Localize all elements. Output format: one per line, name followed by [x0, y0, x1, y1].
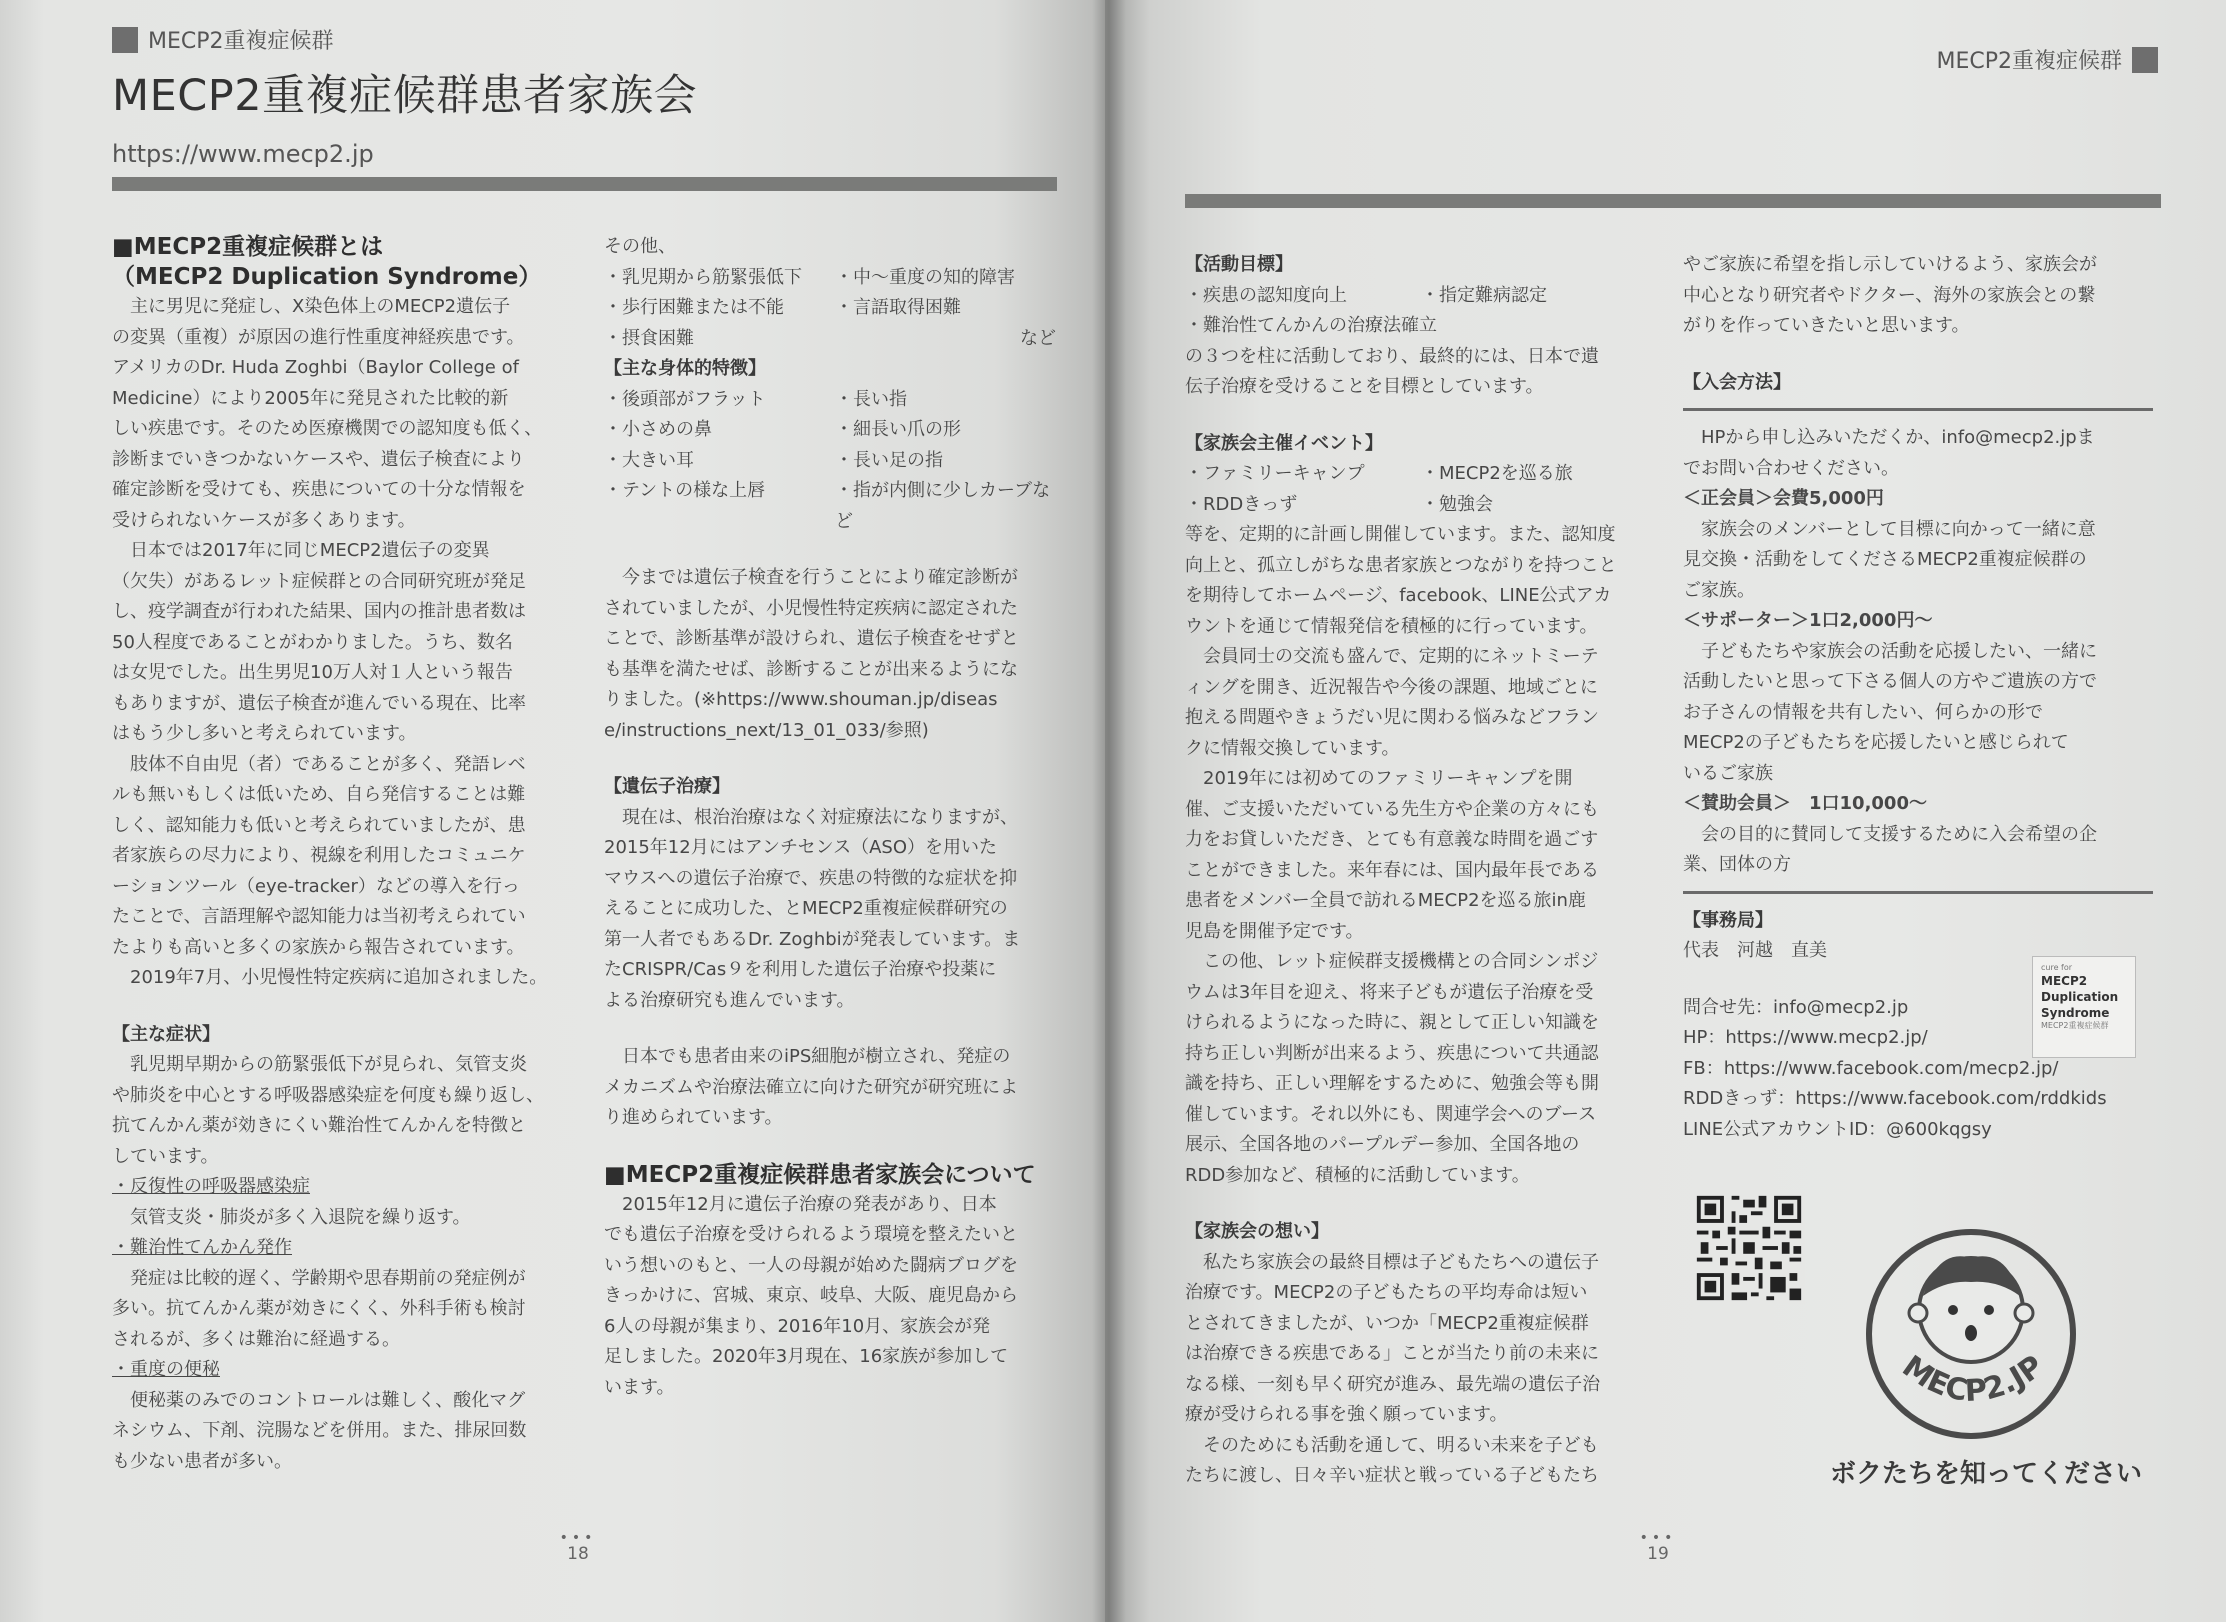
- section-heading: （MECP2 Duplication Syndrome）: [112, 264, 542, 290]
- body-text: 業、団体の方: [1683, 854, 1791, 875]
- body-text: RDDきっず：https://www.facebook.com/rddkids: [1683, 1088, 2107, 1109]
- body-text: しい疾患です。そのため医療機関での認知度も低く、: [112, 418, 543, 439]
- subsection-heading: 【家族会の想い】: [1185, 1221, 1329, 1242]
- event-item: ・ファミリーキャンプ: [1185, 463, 1365, 484]
- website-url: https://www.mecp2.jp: [112, 140, 374, 168]
- body-text: 問合せ先：info@mecp2.jp: [1683, 996, 1909, 1018]
- events-heading: 【家族会主催イベント】: [1185, 432, 1383, 454]
- category-square-icon: [2132, 47, 2158, 73]
- body-text: ことができました。来年春には、国内最年長である: [1185, 859, 1599, 881]
- body-text: 見交換・活動をしてくださるMECP2重複症候群の: [1683, 549, 2087, 570]
- body-text: アメリカのDr. Huda Zoghbi（Baylor College of: [112, 357, 519, 378]
- body-text: お子さんの情報を共有したい、何らかの形で: [1683, 701, 2043, 723]
- body-text: 催しています。それ以外にも、関連学会へのブース: [1185, 1103, 1597, 1125]
- category-header: [112, 24, 334, 55]
- body-text: 力をお貸しいただき、とても有意義な時間を過ごす: [1185, 829, 1599, 850]
- left-column-2-body: [604, 537, 1056, 1403]
- body-text: は治療できる疾患である」ことが当たり前の未来に: [1185, 1343, 1599, 1364]
- body-text: 主に男児に発症し、X染色体上のMECP2遺伝子: [130, 296, 511, 317]
- symptom-item: ・歩行困難または不能: [604, 297, 784, 318]
- body-text: 会員同士の交流も盛んで、定期的にネットミーテ: [1203, 646, 1599, 667]
- body-text: けられるようになった時に、親として正しい知識を: [1185, 1012, 1599, 1033]
- body-text: 第一人者でもあるDr. Zoghbiが発表しています。ま: [604, 928, 1021, 950]
- body-text: 肢体不自由児（者）であることが多く、発語レベ: [130, 753, 526, 775]
- body-text: ウムは3年目を迎え、将来子どもが遺伝子治療を受: [1185, 981, 1594, 1003]
- membership-heading: ＜正会員＞会費5,000円: [1683, 488, 1884, 509]
- body-text: 足しました。2020年3月現在、16家族が参加して: [604, 1346, 1009, 1367]
- feature-item: ・指が内側に少しカーブなど: [835, 480, 1051, 532]
- section-heading: ■MECP2重複症候群患者家族会について: [604, 1161, 1036, 1188]
- stamp-line: Syndrome: [2041, 1006, 2110, 1020]
- body-text: 日本では2017年に同じMECP2遺伝子の変異: [130, 540, 490, 561]
- membership-heading: ＜サポーター＞1口2,000円〜: [1683, 610, 1933, 631]
- body-text: 現在は、根治治療はなく対症療法になりますが、: [622, 806, 1018, 828]
- body-text: の変異（重複）が原因の進行性重度神経疾患です。: [112, 326, 525, 348]
- body-text: MECP2の子どもたちを応援したいと感じられて: [1683, 732, 2069, 753]
- body-text: 抗てんかん薬が効きにくい難治性てんかんを特徴と: [112, 1115, 526, 1136]
- body-text: や肺炎を中心とする呼吸器感染症を何度も繰り返し、: [112, 1084, 544, 1106]
- body-text: 気管支炎・肺炎が多く入退院を繰り返す。: [130, 1206, 471, 1228]
- body-text: 等を、定期的に計画し開催しています。また、認知度: [1185, 524, 1616, 545]
- body-text: e/instructions_next/13_01_033/参照): [604, 719, 929, 741]
- symptom-etc: など: [1020, 327, 1056, 349]
- body-text: 持ち正しい判断が出来るよう、疾患について共通認: [1185, 1042, 1599, 1064]
- body-text: 2015年12月に遺伝子治療の発表があり、日本: [622, 1193, 997, 1215]
- body-text: なる様、一刻も早く研究が進み、最先端の遺伝子治: [1185, 1373, 1601, 1395]
- body-text: がりを作っていきたいと思います。: [1683, 315, 1970, 336]
- spacer: [604, 1134, 1056, 1160]
- stamp-line: Duplication: [2041, 990, 2119, 1004]
- event-item: ・RDDきっず: [1185, 493, 1298, 515]
- section-rule: [1683, 408, 2153, 411]
- body-text: メカニズムや治療法確立に向けた研究が研究班によ: [604, 1076, 1018, 1098]
- body-text: ネシウム、下剤、浣腸などを併用。また、排尿回数: [112, 1420, 527, 1441]
- body-text: 乳児期早期からの筋緊張低下が見られ、気管支炎: [130, 1054, 528, 1075]
- spacer: [604, 537, 1056, 563]
- body-text: でお問い合わせください。: [1683, 457, 1899, 479]
- goal-item: ・指定難病認定: [1421, 284, 1547, 306]
- body-text: とされてきましたが、いつか「MECP2重複症候群: [1185, 1312, 1589, 1334]
- body-text: 治療です。MECP2の子どもたちの平均寿命は短い: [1185, 1282, 1588, 1303]
- body-text: えることに成功した、とMECP2重複症候群研究の: [604, 898, 1008, 919]
- event-item: ・MECP2を巡る旅: [1421, 463, 1573, 484]
- page-title: MECP2重複症候群患者家族会: [112, 71, 698, 121]
- body-text: はもう少し多いと考えられています。: [112, 723, 417, 744]
- body-text: ィングを開き、近況報告や今後の課題、地域ごとに: [1185, 676, 1598, 698]
- body-text: 会の目的に賛同して支援するために入会希望の企: [1701, 823, 2097, 845]
- spacer: [604, 1016, 1056, 1042]
- body-text: （欠失）があるレット症候群との合同研究班が発足: [112, 570, 526, 592]
- event-item: ・勉強会: [1421, 493, 1493, 515]
- symptom-item: ・中〜重度の知的障害: [835, 266, 1015, 288]
- body-text: クに情報交換しています。: [1185, 737, 1400, 759]
- body-text: たよりも高いと多くの家族から報告されています。: [112, 936, 525, 958]
- goals-grid: [1185, 281, 1647, 312]
- feature-item: ・小さめの鼻: [604, 419, 712, 440]
- page-dots-icon: •••: [1639, 1530, 1677, 1546]
- symptoms-intro: その他、: [604, 236, 676, 257]
- body-text: 発症は比較的遅く、学齢期や思春期前の発症例が: [130, 1267, 526, 1289]
- body-text: 児島を開催予定です。: [1185, 920, 1364, 942]
- left-column-2: [604, 232, 1056, 1403]
- right-column-1-body: [1185, 520, 1647, 1492]
- mecp2-logo-stamp: [2032, 956, 2136, 1058]
- body-text: いう想いのもと、一人の母親が始めた闘病ブログを: [604, 1254, 1018, 1276]
- body-text: ことで、診断基準が設けられ、遺伝子検査をせずと: [604, 628, 1019, 649]
- goals-heading: 【活動目標】: [1185, 254, 1293, 275]
- feature-item: ・長い足の指: [835, 449, 943, 471]
- body-text: 診断までいきつかないケースや、遺伝子検査により: [112, 448, 525, 470]
- body-text: 子どもたちや家族会の活動を応援したい、一緒に: [1701, 640, 2097, 662]
- body-text: 受けられないケースが多くあります。: [112, 509, 416, 531]
- body-text: り進められています。: [604, 1107, 783, 1128]
- body-text: 2019年には初めてのファミリーキャンプを開: [1203, 768, 1573, 789]
- category-square-icon: [112, 27, 138, 53]
- body-text: マウスへの遺伝子治療で、疾患の特徴的な症状を抑: [604, 867, 1018, 889]
- category-label: MECP2重複症候群: [148, 29, 334, 54]
- body-text: やご家族に希望を指し示していけるよう、家族会が: [1683, 254, 2097, 275]
- body-text: しく、認知能力も低いと考えられていましたが、患: [112, 814, 526, 836]
- body-text: されていましたが、小児慢性特定疾病に認定された: [604, 597, 1018, 619]
- body-text: 者家族らの尽力により、視線を利用したコミュニケ: [112, 845, 526, 866]
- page-dots-icon: •••: [559, 1530, 597, 1546]
- body-text: 6人の母親が集まり、2016年10月、家族会が発: [604, 1315, 991, 1337]
- body-text: 日本でも患者由来のiPS細胞が樹立され、発症の: [622, 1046, 1011, 1067]
- body-text: 識を持ち、正しい理解をするために、勉強会等も開: [1185, 1073, 1599, 1094]
- spacer: [604, 746, 1056, 772]
- symptom-subheading: ・重度の便秘: [112, 1359, 220, 1380]
- body-text: 2015年12月にはアンチセンス（ASO）を用いた: [604, 837, 997, 858]
- mascot-text: MECP2.JP: [1895, 1348, 2051, 1409]
- body-text: 代表 河越 直美: [1683, 940, 1827, 961]
- body-text: 便秘薬のみでのコントロールは難しく、酸化マグ: [130, 1389, 526, 1411]
- body-text: 療が受けられる事を強く願っています。: [1185, 1404, 1508, 1425]
- body-text: LINE公式アカウントID：@600kqgsy: [1683, 1118, 1992, 1140]
- body-text: 多い。抗てんかん薬が効きにくく、外科手術も検討: [112, 1298, 526, 1319]
- body-text: は女児でした。出生男児10万人対１人という報告: [112, 662, 513, 683]
- body-text: 50人程度であることがわかりました。うち、数名: [112, 631, 513, 653]
- stamp-small-text: MECP2重複症候群: [2041, 1021, 2109, 1030]
- physical-features-grid: [604, 385, 1056, 538]
- section-heading: ■MECP2重複症候群とは: [112, 234, 384, 260]
- right-column-1: [1185, 250, 1647, 1492]
- title-band: [112, 177, 1057, 191]
- body-text: ルも無いもしくは低いため、自ら発信することは難: [112, 784, 526, 805]
- subsection-heading: 【主な症状】: [112, 1023, 220, 1045]
- body-text: そのためにも活動を通して、明るい未来を子ども: [1203, 1434, 1599, 1456]
- page-number-text: 18: [567, 1544, 589, 1564]
- left-page: [0, 0, 1105, 1622]
- symptom-item: ・乳児期から筋緊張低下: [604, 266, 802, 288]
- spacer: [112, 994, 564, 1020]
- body-text: し、疫学調査が行われた結果、国内の推計患者数は: [112, 601, 526, 622]
- body-text: HP：https://www.mecp2.jp/: [1683, 1027, 1928, 1048]
- body-text: たちに渡し、日々辛い症状と戦っている子どもたち: [1185, 1465, 1599, 1486]
- qr-code-icon: [1693, 1192, 1805, 1304]
- body-text: いるご家族: [1683, 762, 1773, 784]
- stamp-line: MECP2: [2041, 974, 2088, 988]
- body-text: 今までは遺伝子検査を行うことにより確定診断が: [622, 567, 1018, 588]
- symptom-last-row: [604, 324, 1056, 355]
- symptom-item: ・言語取得困難: [835, 297, 961, 318]
- title-band: [1185, 194, 2161, 208]
- goals-text: の３つを柱に活動しており、最終的には、日本で遺: [1185, 345, 1599, 367]
- goal-item: ・疾患の認知度向上: [1185, 284, 1347, 306]
- goals-text: 伝子治療を受けることを目標としています。: [1185, 376, 1544, 397]
- feature-item: ・テントの様な上唇: [604, 480, 766, 501]
- body-text: Medicine）により2005年に発見された比較的新: [112, 387, 509, 409]
- feature-item: ・細長い爪の形: [835, 419, 961, 440]
- body-text: でも遺伝子治療を受けられるよう環境を整えたいと: [604, 1224, 1018, 1245]
- body-text: 確定診断を受けても、疾患についての十分な情報を: [112, 479, 526, 500]
- membership-heading: ＜賛助会員＞ 1口10,000〜: [1683, 793, 1927, 814]
- other-symptoms-grid: [604, 263, 1056, 324]
- physical-features-heading: 【主な身体的特徴】: [604, 358, 766, 379]
- body-text: されるが、多くは難治に経過する。: [112, 1328, 400, 1350]
- events-grid: [1185, 459, 1647, 520]
- goal-item: ・難治性てんかんの治療法確立: [1185, 315, 1437, 336]
- symptom-item: ・摂食困難: [604, 327, 694, 349]
- body-text: 展示、全国各地のパープルデー参加、全国各地の: [1185, 1134, 1580, 1155]
- body-text: 抱える問題やきょうだい児に関わる悩みなどフラン: [1185, 707, 1599, 728]
- body-text: 活動したいと思って下さる個人の方やご遺族の方で: [1683, 671, 2097, 692]
- body-text: 患者をメンバー全員で訪れるMECP2を巡る旅in鹿: [1185, 890, 1586, 911]
- feature-item: ・長い指: [835, 388, 907, 410]
- body-text: 2019年7月、小児慢性特定疾病に追加されました。: [130, 967, 548, 988]
- page-number: [548, 1532, 608, 1564]
- stamp-small-text: cure for: [2041, 963, 2073, 972]
- body-text: よる治療研究も進んでいます。: [604, 989, 855, 1011]
- body-text: います。: [604, 1376, 675, 1398]
- body-text: たことで、言語理解や認知能力は当初考えられてい: [112, 906, 526, 927]
- category-header: [1936, 44, 2158, 75]
- feature-item: ・大きい耳: [604, 449, 694, 471]
- feature-item: ・後頭部がフラット: [604, 388, 766, 410]
- body-text: たCRISPR/Cas９を利用した遺伝子治療や投薬に: [604, 959, 997, 980]
- body-text: 向上と、孤立しがちな患者家族とつながりを持つこと: [1185, 554, 1617, 576]
- body-text: 私たち家族会の最終目標は子どもたちへの遺伝子: [1203, 1251, 1599, 1273]
- subsection-heading: 【遺伝子治療】: [604, 776, 730, 797]
- body-text: しています。: [112, 1145, 219, 1167]
- symptom-subheading: ・反復性の呼吸器感染症: [112, 1176, 310, 1197]
- body-text: 中心となり研究者やドクター、海外の家族会との繋: [1683, 284, 2096, 306]
- body-text: 催、ご支援いただいている先生方や企業の方々にも: [1185, 798, 1599, 820]
- subsection-heading: 【入会方法】: [1683, 371, 1791, 393]
- body-text: を期待してホームページ、facebook、LINE公式アカ: [1185, 585, 1612, 606]
- body-text: きっかけに、宮城、東京、岐阜、大阪、鹿児島から: [604, 1285, 1018, 1306]
- book-gutter: [1092, 0, 1126, 1622]
- body-text: も少ない患者が多い。: [112, 1450, 292, 1472]
- spacer: [1185, 403, 1647, 429]
- body-text: RDD参加など、積極的に活動しています。: [1185, 1164, 1530, 1186]
- body-text: FB：https://www.facebook.com/mecp2.jp/: [1683, 1057, 2059, 1079]
- mascot-logo: [1858, 1218, 2084, 1450]
- body-text: ご家族。: [1683, 579, 1755, 601]
- category-label: MECP2重複症候群: [1936, 49, 2122, 74]
- page-number-text: 19: [1647, 1544, 1669, 1564]
- symptom-subheading: ・難治性てんかん発作: [112, 1237, 292, 1258]
- body-text: この他、レット症候群支援機構との合同シンポジ: [1203, 951, 1599, 972]
- section-rule: [1683, 891, 2153, 894]
- left-column-1: [112, 232, 564, 1477]
- spacer: [1185, 1191, 1647, 1217]
- body-text: ーションツール（eye-tracker）などの導入を行っ: [112, 875, 520, 897]
- body-text: ウントを通じて情報発信を積極的に行っています。: [1185, 615, 1598, 637]
- page-number: [1628, 1532, 1688, 1564]
- tagline: ボクたちを知ってください: [1830, 1459, 2143, 1489]
- body-text: りました。(※https://www.shouman.jp/diseas: [604, 689, 998, 710]
- spacer: [1683, 342, 2153, 368]
- body-text: HPから申し込みいただくか、info@mecp2.jpま: [1701, 427, 2095, 448]
- subsection-heading: 【事務局】: [1683, 909, 1773, 931]
- body-text: も基準を満たせば、診断することが出来るようにな: [604, 658, 1018, 680]
- body-text: 家族会のメンバーとして目標に向かって一緒に意: [1701, 518, 2096, 540]
- body-text: もありますが、遺伝子検査が進んでいる現在、比率: [112, 692, 526, 714]
